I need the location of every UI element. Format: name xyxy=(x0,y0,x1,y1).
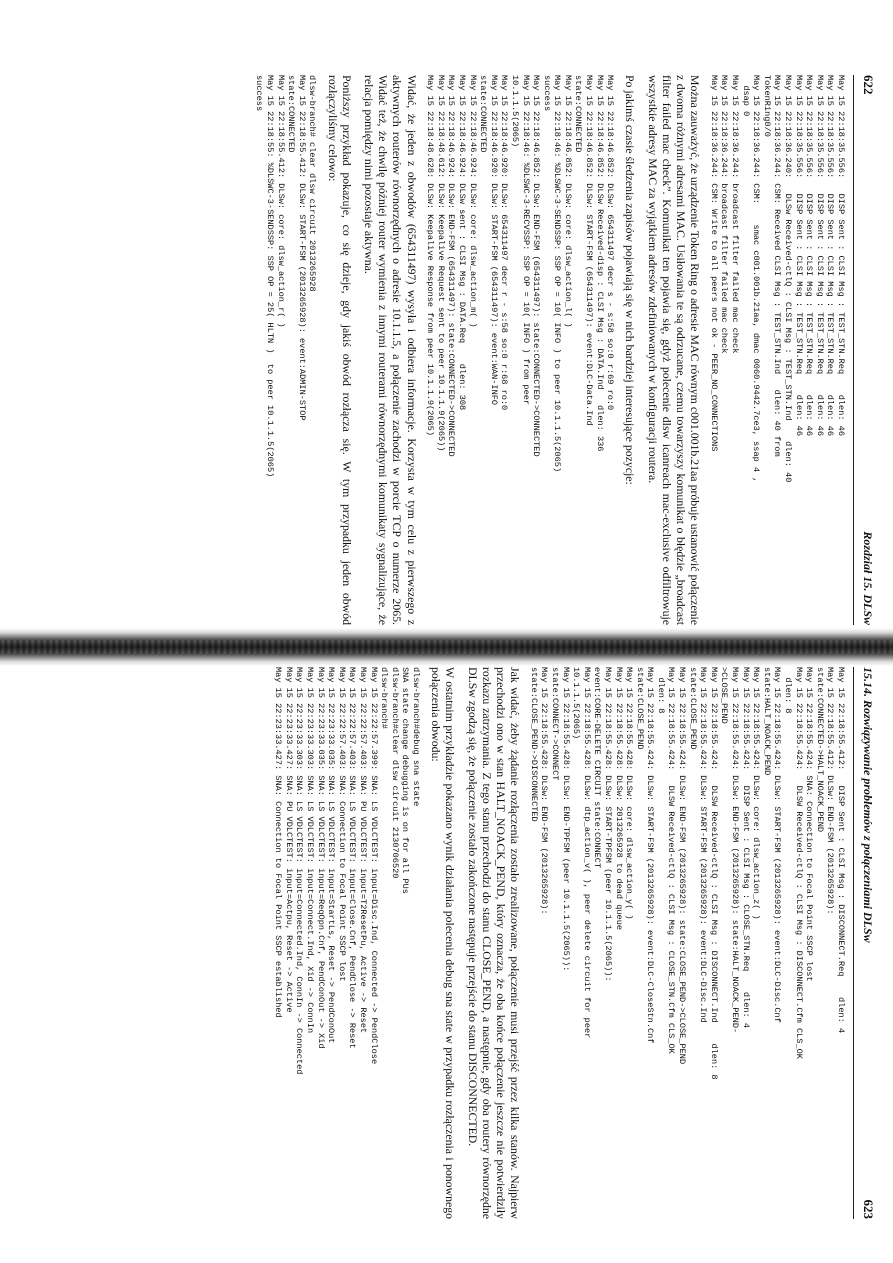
log-line: May 15 22:22:57.403: SNA: Connection to Focal Point SSCP lost xyxy=(336,667,347,982)
log-line: May 15 22:18:55.412: DLSw: END-FSM (2013265928): xyxy=(825,667,836,915)
log-line: dlsw-branch# xyxy=(379,667,390,729)
log-line: May 15 22:18:55.424: DLSW Received-ctlQ : CLSI Msg : DISCONNECT.Cfm CLS_OK xyxy=(793,667,804,1059)
log-line: May 15 22:23:33.303: SNA: LS VDLCTEST: input=Connected.Ind, ConnIn -> Connected xyxy=(294,667,305,1075)
log-line: state:CONNECTED xyxy=(573,75,584,153)
log-line: May 15 22:18:46.852: DLSw: END-FSM (654311497): state:CONNECTED->CONNECTED xyxy=(531,75,542,457)
log-line: May 15 22:18:55.424: SNA: Connection to Focal Point SSCP lost xyxy=(804,667,815,982)
log-line: May 15 22:18:36.244: broadcast filter failed mac check xyxy=(730,75,741,354)
log-line: May 15 22:18:55.424: DLSW Received-ctlQ : CLSI Msg : DISCONNECT.Ind dlen: 8 xyxy=(708,667,719,1080)
log-line: May 15 22:18:55.424: DLSw: END-FSM (2013265928): state:HALT_NOACK_PEND- xyxy=(730,667,741,1034)
log-line: May 15 22:23:33.427: SNA: Connection to Focal Point SSCP established xyxy=(273,667,284,1018)
log-line: May 15 22:18:55.412: DLSw: core: dlsw_action_r( ) xyxy=(275,75,286,328)
log-line: May 15 22:18:55.424: DLSw: START-FSM (2013265928): event:DLC-Disc.Cnf xyxy=(772,667,783,1023)
log-line: state:CLOSE_PEND xyxy=(687,667,698,750)
log-line: May 15 22:18:46.920: DLSw: 654311497 decr r - s:58 so:0 r:68 ro:0 xyxy=(499,75,510,411)
log-line: state:CONNECTED xyxy=(286,75,297,153)
log-line: May 15 22:18:55.428: DLSw: END-FSM (2013265928): xyxy=(539,667,550,915)
paragraph: Poniższy przykład pokazuje, co się dzieje, gdy jakiś obwód rozłącza się. W tym przypadku jeden obwód rozłączyliśmy celowo: xyxy=(325,75,354,625)
log-line: May 15 22:18:36.240: DLSw Received-ctlQ : CLSI Msg : TEST_STN.Ind dlen: 40 xyxy=(783,75,794,483)
paragraph: Można zauważyć, że urządzenie Token Ring o adresie MAC równym c001.001b.21aa próbuje ustanowić połączenie z dwoma różnymi adresami MAC. Usiłowania te są odrzucane, czemu towarzyszy komunikat o błędzie „broadcast filter failed mac check”. Komunikat ten pojawia się, gdyż polecenie dlsw icanreach mac-exclusive odfiltrowuje wszystkie adresy MAC za wyjątkiem adresów zdefiniowanych w konfiguracji routera. xyxy=(645,75,703,625)
log-line: May 15 22:18:46.852: DLSw Received-disp : CLSI Msg : DATA.Ind dlen: 336 xyxy=(594,75,605,452)
log-line: state:HALT_NOACK_PEND xyxy=(761,667,772,776)
log-line: May 15 22:18:35.556: DISP Sent : CLSI Msg : TEST_STN.Req dlen: 46 xyxy=(836,75,846,436)
log-line: May 15 22:18:48.612: DLSw: Keepalive Request sent to peer 10.1.1.9(2065)) xyxy=(435,75,446,452)
log-line: May 15 22:18:46.852: DLSw: core: dlsw_action_l( ) xyxy=(562,75,573,328)
page-number: 623 xyxy=(861,1199,876,1219)
log-line: May 15 22:18:46.852: DLSw: START-FSM (654311497): event:DLC-Data.Ind xyxy=(584,75,595,426)
log-line: dlen: 8 xyxy=(655,677,666,714)
log-line: event:CORE-DELETE CIRCUIT state:CONNECT xyxy=(592,667,603,869)
log-line: May 15 22:18:55.412: DISP Sent : CLSI Msg : DISCONNECT.Req dlen: 4 xyxy=(836,667,846,1034)
log-line: May 15 22:18:55.424: DLSw: START-FSM (2013265928): event:DLC-CloseStn.Cnf xyxy=(645,667,656,1044)
log-line: May 15 22:18:35.556: DISP Sent : CLSI Msg : TEST_STN.Req dlen: 46 xyxy=(804,75,815,436)
log-line: May 15 22:23:33.427: SNA: PU VDLCTEST: input=Actpu, Reset -> Active xyxy=(283,667,294,1013)
log-line: May 15 22:18:55.428: DLSw: dtp_action_v( ), peer delete circuit for peer xyxy=(581,667,592,1039)
page-header xyxy=(853,667,880,1219)
log-line: >CLOSE_PEND xyxy=(719,667,730,724)
log-line: 10.1.1.5(2065) xyxy=(571,667,582,740)
log-line: May 15 22:18:46: %DLSWC-3-RECVSSP: SSP OP = 10( INFO ) from peer xyxy=(520,75,531,406)
log-line: May 15 22:18:55: %DLSWC-3-SENDSSP: SSP OP = 25( HLTN ) to peer 10.1.1.5(2065) xyxy=(264,75,275,478)
log-line: state:CLOSE_PEND->DISCONNECTED xyxy=(528,667,539,822)
log-line: May 15 22:18:46.924: DLSw: core: dlsw_action_m( ) xyxy=(467,75,478,328)
log-line: May 15 22:23:33.035: SNA: LS VDLCTEST: input=ReqOpn.Cnf, PendConOut -> Xid xyxy=(315,667,326,1049)
log-line: May 15 22:18:55.424: DLSW Received-ctlQ : CLSI Msg : CLOSE_STN.Cfm CLS_OK xyxy=(666,667,677,1054)
log-line: May 15 22:22:57.403: SNA: LS VDLCTEST: input=Close.Cnf, PendClose -> Reset xyxy=(347,667,358,1049)
log-line: May 15 22:18:46.924: DLSw: END-FSM (654311497): state:CONNECTED->CONNECTED xyxy=(446,75,457,457)
running-head: Rozdział 15. DLSw xyxy=(861,531,875,625)
paragraph: Widać, że jeden z obwodów (654311497) wysyła i odbiera informacje. Korzysta w tym celu z pierwszego z aktywnych routerów równorzędnych o adresie 10.1.1.5, a połączenie zachodzi w porcie TCP o numerze 2065. Widać też, że chwilę później router wymienia z innymi routerami równorzędnymi komunikaty sygnalizujące, że relacja pomiędzy nimi pozostaje aktywna. xyxy=(361,75,419,625)
log-line: success xyxy=(254,75,265,112)
log-line: May 15 22:18:55.412: DLSw: START-FSM (2013265928): event:ADMIN-STOP xyxy=(296,75,307,421)
log-line: May 15 22:18:55.424: DLSw: END-FSM (2013265928): state:CLOSE_PEND->CLOSE_PEND xyxy=(677,667,688,1065)
log-line: May 15 22:18:36.244: CSM: Write to all peers not ok - PEER_NO_CONNECTIONS xyxy=(708,75,719,452)
debug-log xyxy=(528,667,846,1219)
log-line: state:CONNECTED->HALT_NOACK_PEND xyxy=(814,667,825,833)
log-line: May 15 22:18:35.556: DISP Sent : CLSI Msg : TEST_STN.Req dlen: 46 xyxy=(814,75,825,436)
log-line: success xyxy=(541,75,552,112)
log-line: dlsw-branch#clear dlsw circuit 2130706520 xyxy=(389,667,400,879)
log-line: May 15 22:18:55.424: DISP Sent : CLSI Msg : CLOSE_STN.Req dlen: 4 xyxy=(740,667,751,1028)
log-line: May 15 22:18:55.428: DLSw: core: dlsw_action_y( ) xyxy=(624,667,635,920)
debug-log xyxy=(273,667,421,1219)
log-line: state:CONNECTED xyxy=(478,75,489,153)
log-line: May 15 22:18:35.556: DISP Sent : CLSI Msg : TEST_STN.Req dlen: 46 xyxy=(793,75,804,436)
debug-log xyxy=(425,75,616,625)
log-line: May 15 22:18:36.244: broadcast filter failed mac check xyxy=(719,75,730,354)
log-line: state:CLOSE_PEND xyxy=(634,667,645,750)
page-number: 622 xyxy=(861,75,876,95)
log-line: May 15 22:18:55.428: DLSw: START-TPFSM (peer 10.1.1.5(2065)): xyxy=(602,667,613,982)
log-line: May 15 22:18:55.424: DLSw: START-FSM (2013265928): event:DLC-Disc.Ind xyxy=(698,667,709,1023)
log-line: May 15 22:18:46: %DLSWC-3-SENDSSP: SSP OP = 10( INFO ) to peer 10.1.1.5(2065) xyxy=(552,75,563,473)
log-line: dlen: 8 xyxy=(783,677,794,714)
log-line: dlsw-branch# clear dlsw circuit 2013265928 xyxy=(307,75,318,292)
log-line: May 15 22:23:33.035: SNA: LS VDLCTEST: input=StartLs, Reset -> PendConOut xyxy=(326,667,337,1044)
log-line: May 15 22:18:48.628: DLSw: Keepalive Response from peer 10.1.1.9(2065) xyxy=(425,75,436,436)
log-line: May 15 22:18:55.424: DLSw: core: dlsw_action_z( ) xyxy=(751,667,762,920)
page-622 xyxy=(30,75,880,625)
log-line: May 15 22:22:57.403: SNA: PU VDLCTEST: input=T2ResetPu, Active -> Reset xyxy=(358,667,368,1034)
paragraph: W ostatnim przykładzie pokazano wynik działania polecenia debug sna state w przypadku rozłączenia i ponownego połączenia obwodu: xyxy=(429,667,458,1219)
log-line: dlsw-branch#debug sna state xyxy=(410,667,421,807)
log-line: May 15 22:22:57.399: SNA: LS VDLCTEST: input=Disc.Ind, Connected -> PendClose xyxy=(368,667,379,1065)
debug-log xyxy=(254,75,318,625)
log-line: May 15 22:18:46.920: DLSw: START-FSM (654311497): event:WAN-INFO xyxy=(488,75,499,406)
log-line: dsap 0 xyxy=(740,85,751,117)
log-line: TokenRing0/0 xyxy=(761,75,772,137)
log-line: SNA state change debugging is on for all PUs xyxy=(400,667,411,894)
log-line: May 15 22:18:36.244: CSM: Received CLSI Msg : TEST_STN.Ind dlen: 40 from xyxy=(772,75,783,457)
log-line: May 15 22:18:55.428: DLSw: 2013265928 to dead queue xyxy=(613,667,624,931)
paragraph: Jak widać, żeby żądanie rozłączenia zostało zrealizowane, połączenie musi przejść przez kilka stanów. Najpierw przechodzi ono w stan HALT_NOACK_PEND, który oznacza, że oba końce połączenie jeszcze nie potwierdziły rozkazu zatrzymania. Z tego stanu przechodzi do stanu CLOSE_PEND, a następnie, gdy oba routery równorzędne DLSw zgodzą się, że połączenie zostało zakończone następuje przejście do stanu DISCONNECTED. xyxy=(465,667,523,1219)
log-line: 10.1.1.5(2065) xyxy=(509,75,520,148)
debug-log xyxy=(708,75,846,625)
log-line: May 15 22:23:33.303: SNA: LS VDLCTEST: input=Connect.Ind, Xid -> ConnIn xyxy=(305,667,316,1034)
page-content xyxy=(30,75,846,625)
paragraph: Po jakimś czasie śledzenia zapisów pojawiają się w nich bardziej interesujące pozycje: xyxy=(623,75,638,485)
log-line: May 15 22:18:35.556: DISP Sent : CLSI Msg : TEST_STN.Req dlen: 46 xyxy=(825,75,836,436)
page-content xyxy=(30,667,846,1219)
log-line: May 15 22:18:36.244: CSM: smac c001.001b.21aa, dmac 0060.9442.7ce3, ssap 4 , xyxy=(751,75,762,483)
page-header xyxy=(853,75,880,625)
log-line: May 15 22:18:55.428: DLSw: END-TPFSM (peer 10.1.1.5(2065)): xyxy=(560,667,571,972)
log-line: May 15 22:18:46.924: DLSw sent : CLSI Msg : DATA.Req dlen: 308 xyxy=(456,75,467,411)
spine-texture xyxy=(0,640,893,654)
page-623 xyxy=(30,667,880,1219)
log-line: state:CONNECT->CONNECT xyxy=(549,667,560,781)
log-line: May 15 22:18:46.852: DLSw: 654311497 decr s - s:58 so:0 r:69 ro:0 xyxy=(605,75,616,411)
running-head: 15.14. Rozwiązywanie problemów z połączeniami DLSw xyxy=(861,667,875,943)
